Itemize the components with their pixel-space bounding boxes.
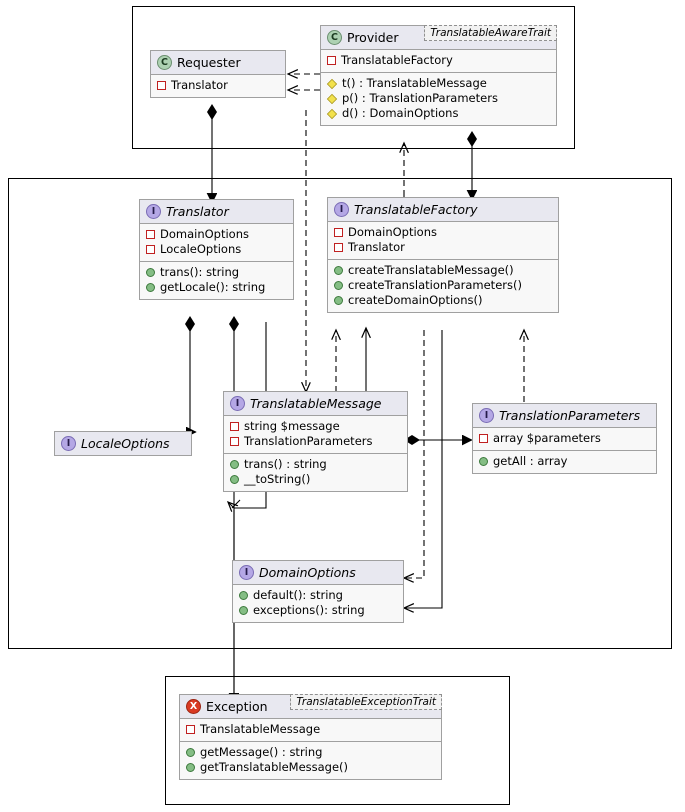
- method-row: createDomainOptions(): [334, 293, 552, 308]
- node-domain-options-header: [233, 561, 403, 585]
- field-marker-icon: [334, 228, 343, 237]
- node-requester-fields: [151, 75, 285, 97]
- node-provider[interactable]: [320, 25, 557, 126]
- method-row: createTranslationParameters(): [334, 278, 552, 293]
- method-marker-icon: [334, 266, 343, 275]
- method-row: p() : TranslationParameters: [327, 91, 550, 106]
- field-row: TranslatableMessage: [186, 722, 435, 737]
- node-translatable-factory-methods: [328, 260, 558, 312]
- node-translation-parameters-title: TranslationParameters: [499, 408, 641, 423]
- field-row: DomainOptions: [334, 225, 552, 240]
- method-row: trans(): string: [146, 265, 287, 280]
- exception-badge-icon: X: [186, 699, 201, 714]
- node-provider-header: [321, 26, 556, 50]
- method-row: getLocale(): string: [146, 280, 287, 295]
- method-marker-icon: [334, 281, 343, 290]
- method-row: default(): string: [239, 588, 397, 603]
- node-exception-header: [180, 695, 441, 719]
- node-translatable-message-fields: [224, 416, 407, 454]
- method-marker-icon: [334, 296, 343, 305]
- method-row: __toString(): [230, 472, 401, 487]
- method-marker-icon: [479, 457, 488, 466]
- method-marker-icon: [239, 606, 248, 615]
- node-domain-options[interactable]: [232, 560, 404, 623]
- field-row: TranslationParameters: [230, 434, 401, 449]
- node-translatable-factory-fields: [328, 222, 558, 260]
- node-locale-options-title: LocaleOptions: [81, 436, 170, 451]
- class-badge-icon: C: [327, 30, 342, 45]
- node-provider-fields: [321, 50, 556, 73]
- interface-badge-icon: I: [239, 565, 254, 580]
- node-exception-title: Exception: [206, 699, 268, 714]
- field-row: Translator: [334, 240, 552, 255]
- node-provider-methods: [321, 73, 556, 125]
- method-row: exceptions(): string: [239, 603, 397, 618]
- node-locale-options-header: [55, 432, 191, 455]
- node-translatable-message-header: [224, 392, 407, 416]
- interface-badge-icon: I: [230, 396, 245, 411]
- node-translatable-message-title: TranslatableMessage: [250, 396, 382, 411]
- method-marker-icon: [146, 268, 155, 277]
- node-requester-title: Requester: [177, 55, 241, 70]
- node-requester-header: [151, 51, 285, 75]
- field-marker-icon: [186, 725, 195, 734]
- method-marker-icon: [230, 475, 239, 484]
- node-translator-header: [140, 200, 293, 224]
- node-domain-options-methods: [233, 585, 403, 622]
- field-marker-icon: [230, 437, 239, 446]
- node-domain-options-title: DomainOptions: [259, 565, 356, 580]
- field-row: LocaleOptions: [146, 242, 287, 257]
- method-row: getAll : array: [479, 454, 650, 469]
- method-marker-icon: [186, 763, 195, 772]
- node-translation-parameters[interactable]: [472, 403, 657, 474]
- method-row: getTranslatableMessage(): [186, 760, 435, 775]
- protected-marker-icon: [327, 78, 337, 88]
- method-row: t() : TranslatableMessage: [327, 76, 550, 91]
- node-exception-fields: [180, 719, 441, 742]
- field-marker-icon: [334, 243, 343, 252]
- node-provider-title: Provider: [347, 30, 399, 45]
- method-row: createTranslatableMessage(): [334, 263, 552, 278]
- field-row: array $parameters: [479, 431, 650, 446]
- interface-badge-icon: I: [479, 408, 494, 423]
- node-translation-parameters-fields: [473, 428, 656, 451]
- node-translator[interactable]: [139, 199, 294, 300]
- node-translatable-message[interactable]: [223, 391, 408, 492]
- interface-badge-icon: I: [334, 202, 349, 217]
- class-badge-icon: C: [157, 55, 172, 70]
- stereotype-label-translatable-exception-trait: TranslatableExceptionTrait: [290, 694, 442, 710]
- interface-badge-icon: I: [146, 204, 161, 219]
- method-marker-icon: [186, 748, 195, 757]
- field-marker-icon: [146, 245, 155, 254]
- node-translator-fields: [140, 224, 293, 262]
- node-locale-options[interactable]: [54, 431, 192, 456]
- field-marker-icon: [157, 81, 166, 90]
- interface-badge-icon: I: [61, 436, 76, 451]
- method-row: d() : DomainOptions: [327, 106, 550, 121]
- node-translatable-factory-header: [328, 198, 558, 222]
- method-row: trans() : string: [230, 457, 401, 472]
- node-exception-methods: [180, 742, 441, 779]
- node-translation-parameters-methods: [473, 451, 656, 473]
- field-row: string $message: [230, 419, 401, 434]
- method-row: getMessage() : string: [186, 745, 435, 760]
- node-translator-title: Translator: [166, 204, 229, 219]
- field-marker-icon: [327, 56, 336, 65]
- field-row: DomainOptions: [146, 227, 287, 242]
- protected-marker-icon: [327, 93, 337, 103]
- field-marker-icon: [230, 422, 239, 431]
- node-exception[interactable]: [179, 694, 442, 780]
- node-translatable-message-methods: [224, 454, 407, 491]
- field-row: Translator: [157, 78, 279, 93]
- stereotype-label-translatable-aware-trait: TranslatableAwareTrait: [424, 25, 557, 41]
- protected-marker-icon: [327, 108, 337, 118]
- field-marker-icon: [146, 230, 155, 239]
- method-marker-icon: [239, 591, 248, 600]
- node-translation-parameters-header: [473, 404, 656, 428]
- field-row: TranslatableFactory: [327, 53, 550, 68]
- node-requester[interactable]: [150, 50, 286, 98]
- field-marker-icon: [479, 434, 488, 443]
- method-marker-icon: [146, 283, 155, 292]
- node-translatable-factory[interactable]: [327, 197, 559, 313]
- node-translator-methods: [140, 262, 293, 299]
- node-translatable-factory-title: TranslatableFactory: [354, 202, 478, 217]
- method-marker-icon: [230, 460, 239, 469]
